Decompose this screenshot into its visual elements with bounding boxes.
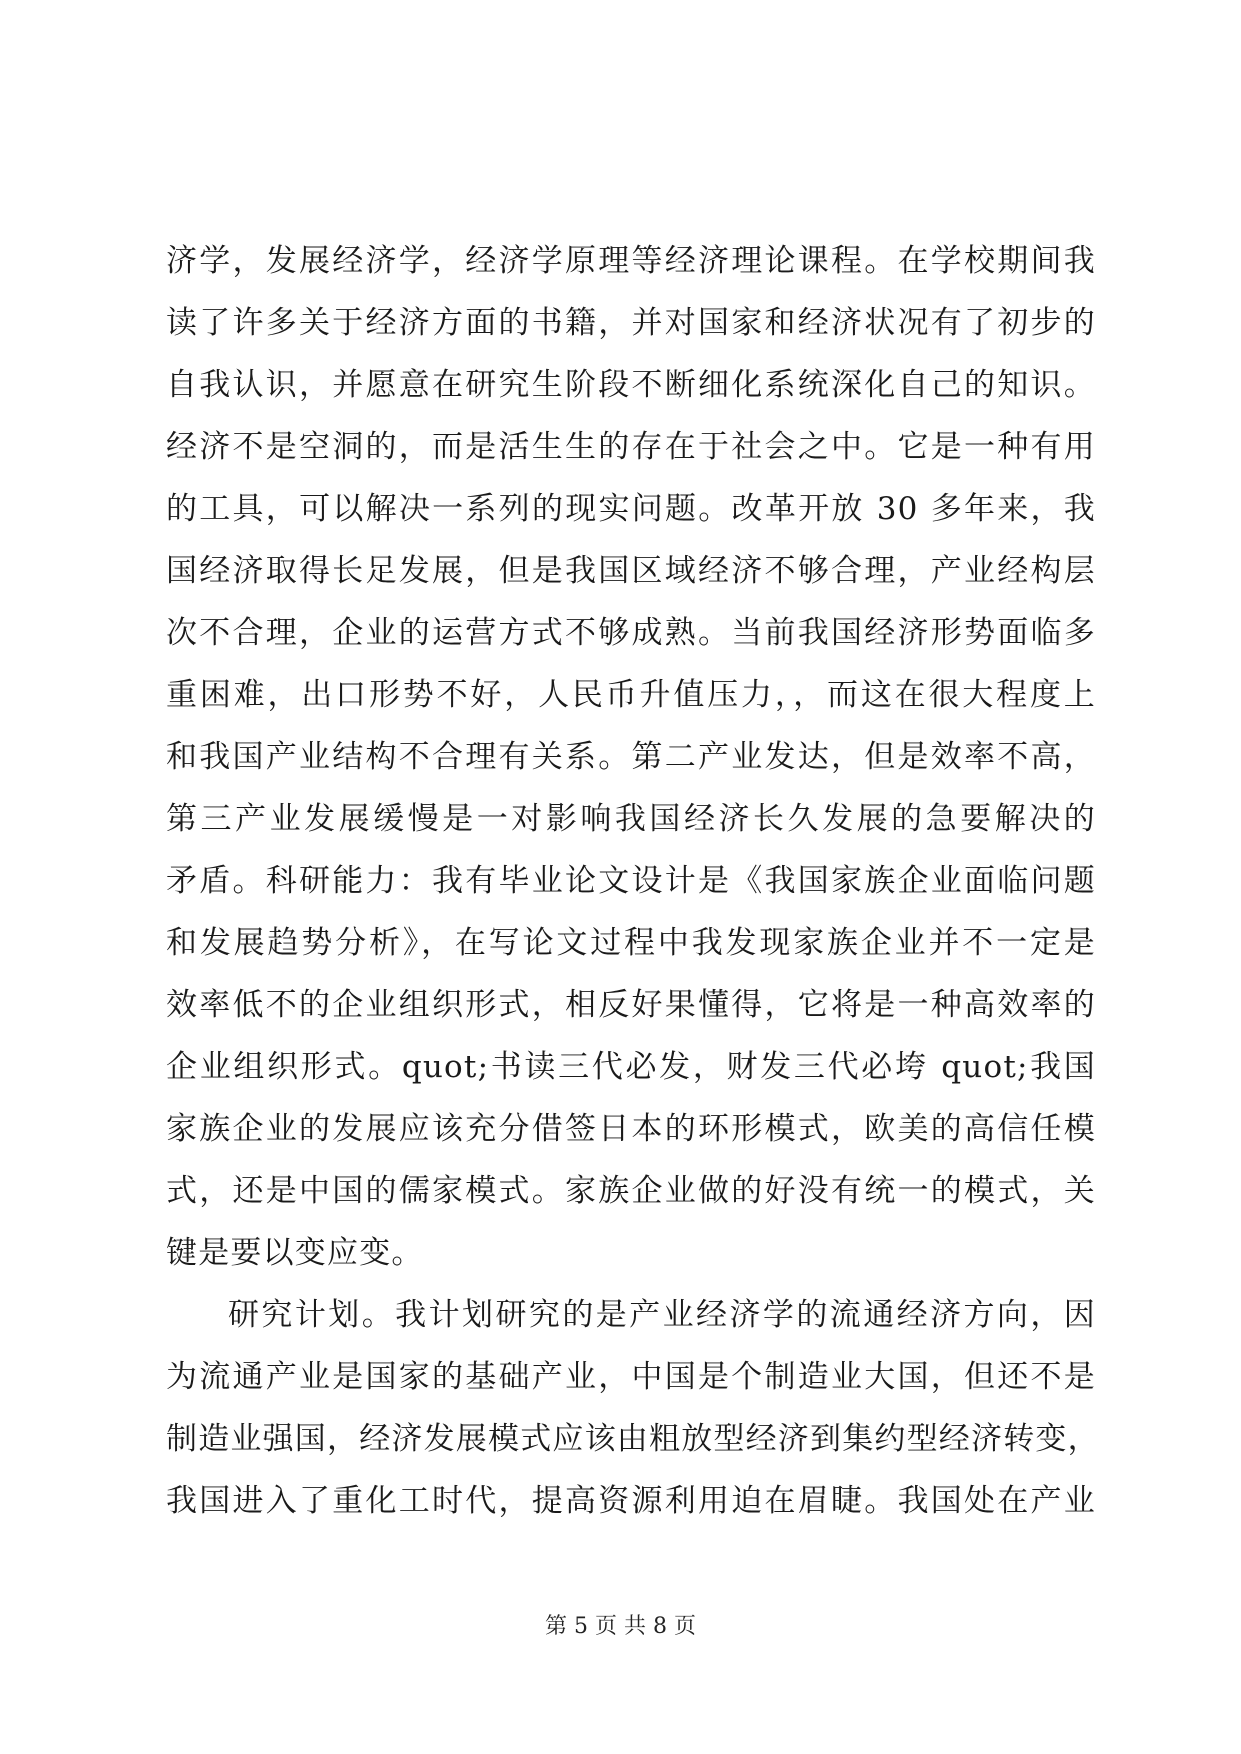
text-line: 为流通产业是国家的基础产业，中国是个制造业大国，但还不是 [166, 1359, 1096, 1395]
text-line: 的工具，可以解决一系列的现实问题。改革开放 30 多年来，我 [166, 491, 1096, 527]
text-line: 和我国产业结构不合理有关系。第二产业发达，但是效率不高， [166, 739, 1096, 775]
text-line: 读了许多关于经济方面的书籍，并对国家和经济状况有了初步的 [166, 305, 1096, 341]
text-line: 企业组织形式。quot;书读三代必发，财发三代必垮 quot;我国 [166, 1049, 1096, 1085]
text-line: 我国进入了重化工时代，提高资源利用迫在眉睫。我国处在产业 [166, 1483, 1096, 1519]
text-line: 国经济取得长足发展，但是我国区域经济不够合理，产业经构层 [166, 553, 1096, 589]
text-line: 键是要以变应变。 [166, 1235, 424, 1271]
text-line: 和发展趋势分析》，在写论文过程中我发现家族企业并不一定是 [166, 925, 1096, 961]
text-line: 制造业强国，经济发展模式应该由粗放型经济到集约型经济转变， [166, 1421, 1100, 1457]
text-line: 次不合理，企业的运营方式不够成熟。当前我国经济形势面临多 [166, 615, 1096, 651]
text-line: 济学，发展经济学，经济学原理等经济理论课程。在学校期间我 [166, 243, 1096, 279]
page-number-footer: 第 5 页 共 8 页 [545, 1614, 696, 1639]
text-line: 式，还是中国的儒家模式。家族企业做的好没有统一的模式，关 [166, 1173, 1096, 1209]
document-body [166, 230, 1100, 1532]
text-line: 重困难，出口形势不好，人民币升值压力，，而这在很大程度上 [166, 677, 1096, 713]
text-line: 矛盾。科研能力：我有毕业论文设计是《我国家族企业面临问题 [166, 863, 1096, 899]
text-line: 自我认识，并愿意在研究生阶段不断细化系统深化自己的知识。 [166, 367, 1096, 403]
text-line: 经济不是空洞的，而是活生生的存在于社会之中。它是一种有用 [166, 429, 1096, 465]
paragraph-first-line: 研究计划。我计划研究的是产业经济学的流通经济方向，因 [228, 1297, 1096, 1333]
text-line: 家族企业的发展应该充分借签日本的环形模式，欧美的高信任模 [166, 1111, 1096, 1147]
text-line: 第三产业发展缓慢是一对影响我国经济长久发展的急要解决的 [166, 801, 1096, 837]
text-line: 效率低不的企业组织形式，相反好果懂得，它将是一种高效率的 [166, 987, 1096, 1023]
